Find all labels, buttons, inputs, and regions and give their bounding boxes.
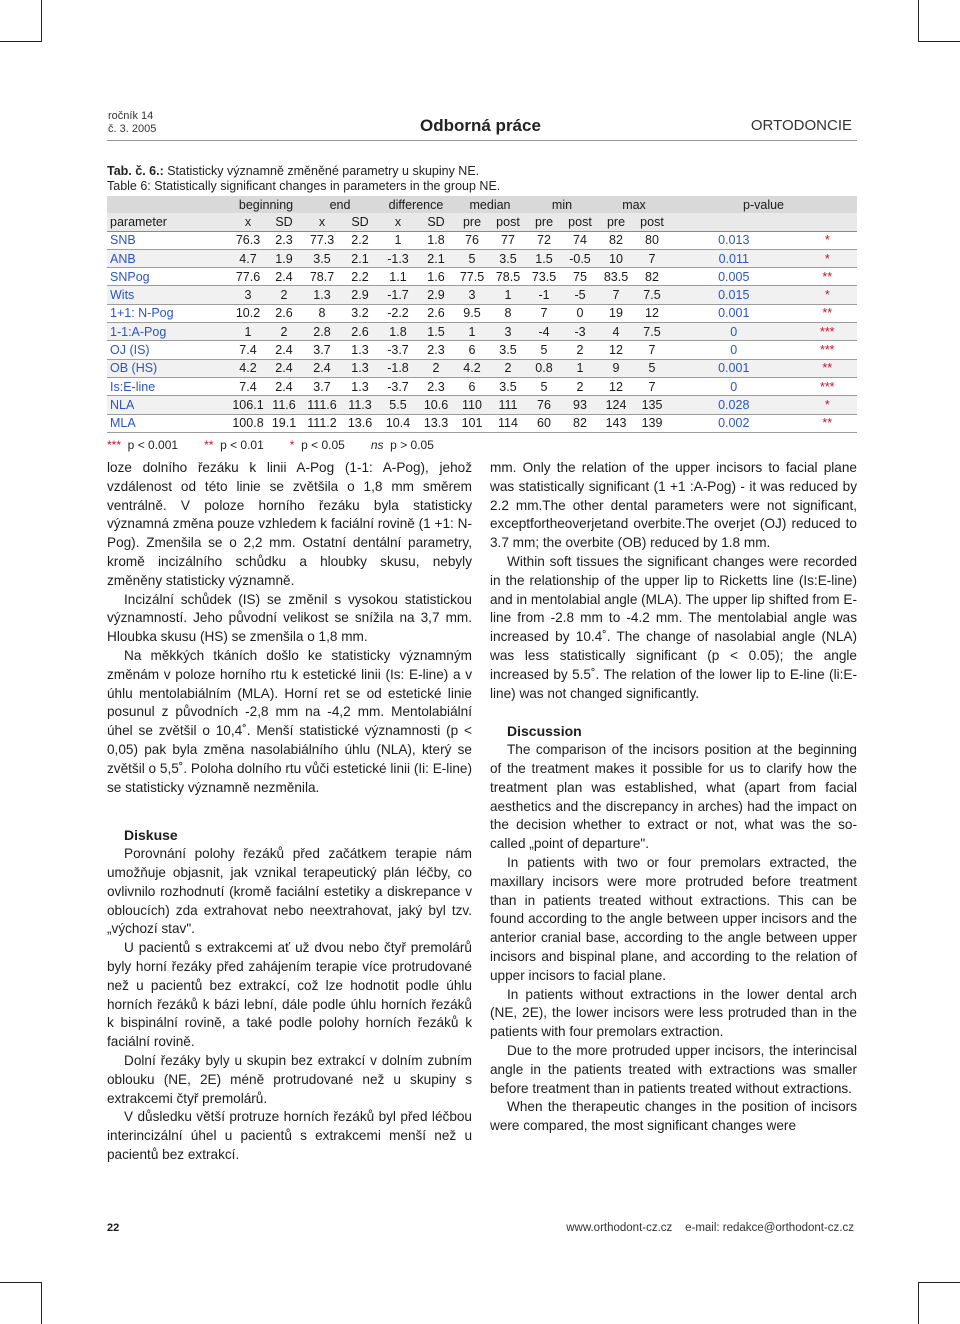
table-cell: 0.8 — [526, 359, 562, 377]
table-cell: 106.1 — [230, 396, 266, 414]
significance-cell: * — [798, 286, 858, 304]
table-cell: 78.5 — [490, 268, 526, 286]
significance-cell: *** — [798, 377, 858, 395]
table-cell: 7.5 — [634, 286, 670, 304]
table-row — [107, 377, 857, 395]
table-cell: 7 — [526, 304, 562, 322]
table-cell: 77.5 — [454, 268, 490, 286]
p-value-cell: 0.015 — [670, 286, 798, 304]
parameter-name: MLA — [107, 414, 230, 432]
legend-row — [107, 432, 857, 453]
table-cell: 77.6 — [230, 268, 266, 286]
table-cell: 110 — [454, 396, 490, 414]
group-header: end — [302, 196, 378, 213]
table-cell: 2.6 — [266, 304, 302, 322]
p-value-cell: 0.028 — [670, 396, 798, 414]
table-cell: 6 — [454, 341, 490, 359]
table-cell: 2.9 — [342, 286, 378, 304]
table-cell: 5 — [526, 377, 562, 395]
table-cell: 3.7 — [302, 377, 342, 395]
significance-cell: ** — [798, 268, 858, 286]
parameter-name: 1-1:A-Pog — [107, 323, 230, 341]
table-cell: 75 — [562, 268, 598, 286]
group-header-row — [107, 196, 857, 213]
table-cell: 2.6 — [418, 304, 454, 322]
table-cell: 2.2 — [342, 231, 378, 249]
table-cell: 124 — [598, 396, 634, 414]
column-header: pre — [454, 213, 490, 231]
table-cell: 1.8 — [378, 323, 418, 341]
table-cell: 7 — [598, 286, 634, 304]
table-cell: 7 — [634, 377, 670, 395]
table-cell: 11.3 — [342, 396, 378, 414]
table-cell: 73.5 — [526, 268, 562, 286]
significance-cell: ** — [798, 359, 858, 377]
table-cell: 76 — [454, 231, 490, 249]
table-row — [107, 396, 857, 414]
table-cell: 3.5 — [490, 249, 526, 267]
table-cell: -1.3 — [378, 249, 418, 267]
table-cell: 7.5 — [634, 323, 670, 341]
table-cell: 13.3 — [418, 414, 454, 432]
table-cell: 1 — [230, 323, 266, 341]
significance-cell: *** — [798, 323, 858, 341]
column-header-blank — [798, 213, 858, 231]
table-cell: -3.7 — [378, 341, 418, 359]
footer-contact — [566, 1222, 854, 1234]
table-cell: 2 — [490, 359, 526, 377]
parameter-name: OB (HS) — [107, 359, 230, 377]
table-cell: 9.5 — [454, 304, 490, 322]
table-cell: 2.4 — [266, 341, 302, 359]
significance-cell: * — [798, 231, 858, 249]
p-value-cell: 0.005 — [670, 268, 798, 286]
table-cell: -3 — [562, 323, 598, 341]
column-header: post — [562, 213, 598, 231]
parameter-name: Wits — [107, 286, 230, 304]
table-row — [107, 268, 857, 286]
table-cell: 1.3 — [342, 359, 378, 377]
table-cell: 111.2 — [302, 414, 342, 432]
table-cell: 1 — [562, 359, 598, 377]
legend-text: p > 0.05 — [383, 437, 434, 452]
table-row — [107, 304, 857, 322]
table-cell: 3.5 — [490, 341, 526, 359]
table-cell: 1 — [454, 323, 490, 341]
table-cell: 2.6 — [342, 323, 378, 341]
table-cell: 1.6 — [418, 268, 454, 286]
issue-label: č. 3. 2005 — [108, 123, 157, 135]
table-cell: 76 — [526, 396, 562, 414]
table-row — [107, 323, 857, 341]
table-cell: 4 — [598, 323, 634, 341]
table-cell: 77.3 — [302, 231, 342, 249]
column-header: SD — [266, 213, 302, 231]
table-cell: 1 — [490, 286, 526, 304]
table-cell: 77 — [490, 231, 526, 249]
paragraph: mm. Only the relation of the upper incisors to facial plane was statistically significant (1 +1 :A-Pog) - it was reduced by 2.2 mm.The other dental parameters were not significant, exceptfortheoverjetand overbite.The overjet (OJ) reduced to 3.7 mm; the overbite (OB) reduced by 1.8 mm. — [490, 460, 857, 551]
table-cell: 5 — [634, 359, 670, 377]
table-cell: 7.4 — [230, 341, 266, 359]
table-cell: 2.4 — [266, 359, 302, 377]
p-value-cell: 0.001 — [670, 359, 798, 377]
legend-symbol: * — [289, 437, 295, 452]
significance-cell: * — [798, 396, 858, 414]
table-cell: -5 — [562, 286, 598, 304]
table-cell: 1.3 — [302, 286, 342, 304]
p-value-cell: 0.011 — [670, 249, 798, 267]
parameter-name: NLA — [107, 396, 230, 414]
table-cell: 76.3 — [230, 231, 266, 249]
header-divider — [107, 140, 857, 141]
table-cell: -3.7 — [378, 377, 418, 395]
table-cell: 2.9 — [418, 286, 454, 304]
right-column — [490, 459, 857, 1136]
table-caption-en: Table 6: Statistically significant changes in parameters in the group NE. — [107, 179, 501, 193]
legend-symbol: ns — [370, 437, 384, 452]
table-cell: 5.5 — [378, 396, 418, 414]
crop-mark — [41, 1282, 42, 1324]
table-cell: 3 — [454, 286, 490, 304]
table-cell: -1 — [526, 286, 562, 304]
legend-text: p < 0.001 — [121, 437, 179, 452]
table-cell: 9 — [598, 359, 634, 377]
paragraph: In patients without extractions in the lower dental arch (NE, 2E), the lower incisors were less protruded than in the patients with four premolars extraction. — [490, 986, 857, 1040]
section-title: Odborná práce — [420, 116, 541, 135]
table-row — [107, 249, 857, 267]
website-link[interactable]: www.orthodont-cz.cz — [566, 1222, 673, 1234]
p-value-cell: 0.013 — [670, 231, 798, 249]
legend-symbol: *** — [107, 437, 122, 452]
paragraph: Incizální schůdek (IS) se změnil s vysokou statistickou významností. Jeho původní velikost se snížila na 3,7 mm. Hloubka skusu (HS) se zmenšila o 1,8 mm. — [107, 591, 472, 645]
table-cell: 100.8 — [230, 414, 266, 432]
table-cell: -0.5 — [562, 249, 598, 267]
table-cell: 3.5 — [302, 249, 342, 267]
sub-header-row — [107, 213, 857, 231]
crop-mark — [918, 0, 919, 42]
table-cell: 82 — [562, 414, 598, 432]
paragraph: Due to the more protruded upper incisors, the interincisal angle in the patients treated with extractions was smaller before treatment than in patients treated without extractions. — [490, 1042, 857, 1096]
issue-info — [108, 110, 156, 136]
significance-cell: *** — [798, 341, 858, 359]
table-cell: 4.7 — [230, 249, 266, 267]
table-cell: 10 — [598, 249, 634, 267]
statistics-table — [107, 196, 857, 453]
parameter-name: 1+1: N-Pog — [107, 304, 230, 322]
table-cell: 101 — [454, 414, 490, 432]
table-cell: -4 — [526, 323, 562, 341]
table-cell: 13.6 — [342, 414, 378, 432]
table-row — [107, 341, 857, 359]
table-cell: 12 — [634, 304, 670, 322]
p-value-cell: 0 — [670, 341, 798, 359]
crop-mark — [41, 0, 42, 42]
group-header: median — [454, 196, 526, 213]
paragraph: The comparison of the incisors position at the beginning of the treatment makes it possible for us to clarify how the treatment plan was established, what (apart from facial aesthetics and the discrepancy in arches) had the impact on the decision whether to extract or not, what was the so-called „point of departure". — [490, 742, 857, 852]
table-cell: 2 — [418, 359, 454, 377]
group-header: difference — [378, 196, 454, 213]
table-cell: 5 — [526, 341, 562, 359]
paragraph: Porovnání polohy řezáků před začátkem terapie nám umožňuje objasnit, jak vznikal terapeutický plán léčby, co ovlivnilo rozhodnutí (kromě faciální estetiky a diskrepance v obloucích) zda extrahovat nebo neextrahovat, jaký byl tzv. „výchozí stav". — [107, 846, 472, 937]
table-cell: 12 — [598, 377, 634, 395]
volume-label: ročník 14 — [108, 110, 154, 122]
table-caption-cz — [107, 164, 479, 178]
table-cell: 2 — [266, 286, 302, 304]
table-cell: 3.5 — [490, 377, 526, 395]
column-header: x — [378, 213, 418, 231]
table-cell: 3 — [230, 286, 266, 304]
legend-text: p < 0.05 — [294, 437, 345, 452]
p-value-cell: 0 — [670, 323, 798, 341]
table-cell: 60 — [526, 414, 562, 432]
parameter-name: ANB — [107, 249, 230, 267]
table-cell: 3 — [490, 323, 526, 341]
parameter-name: SNPog — [107, 268, 230, 286]
table-cell: 2 — [266, 323, 302, 341]
left-column — [107, 459, 472, 1165]
table-cell: 2.8 — [302, 323, 342, 341]
table-cell: 19.1 — [266, 414, 302, 432]
table-cell: 1.5 — [526, 249, 562, 267]
email-link[interactable]: e-mail: redakce@orthodont-cz.cz — [685, 1222, 854, 1234]
table-cell: 143 — [598, 414, 634, 432]
journal-name: ORTODONCIE — [750, 117, 852, 134]
crop-mark — [0, 41, 42, 42]
p-value-cell: 0.002 — [670, 414, 798, 432]
table-cell: 2.3 — [418, 377, 454, 395]
significance-legend — [107, 432, 857, 453]
paragraph: Dolní řezáky byly u skupin bez extrakcí v dolním zubním oblouku (NE, 2E) méně protrudované než u skupiny s extrakcemi čtyř premolárů. — [107, 1052, 472, 1106]
parameter-name: OJ (IS) — [107, 341, 230, 359]
table-cell: 2.2 — [342, 268, 378, 286]
section-heading: Discussion — [507, 723, 582, 740]
table-cell: 1.1 — [378, 268, 418, 286]
column-header: post — [490, 213, 526, 231]
caption-label: Tab. č. 6.: — [107, 164, 164, 178]
paragraph: Na měkkých tkáních došlo ke statisticky významným změnám v poloze horního rtu k estetické linii (Is: E-line) a v úhlu mentolabiálním (MLA). Horní ret se od estetické linie posunul z původních -2,8 mm na -4,2 mm. Mentolabiální úhel se zvětšil o 10,4˚. Menší statistické významnosti (p < 0,05) pak byla změna nasolabiálního úhlu (NLA), který se zvětšil o 5,5˚. Poloha dolního rtu vůči estetické linii (Ii: E-line) se statisticky významně nezměnila. — [107, 647, 472, 795]
table-cell: 7 — [634, 341, 670, 359]
table-cell: 12 — [598, 341, 634, 359]
table-cell: 4.2 — [230, 359, 266, 377]
table-cell: 10.4 — [378, 414, 418, 432]
table-cell: 1.5 — [418, 323, 454, 341]
table-row — [107, 359, 857, 377]
significance-cell: ** — [798, 414, 858, 432]
table-cell: 10.2 — [230, 304, 266, 322]
column-header: parameter — [107, 213, 230, 231]
table-cell: 8 — [490, 304, 526, 322]
significance-cell: * — [798, 249, 858, 267]
table-cell: -2.2 — [378, 304, 418, 322]
crop-mark — [918, 1282, 960, 1283]
table-cell: 2.3 — [418, 341, 454, 359]
caption-text: Statisticky významně změněné parametry u skupiny NE. — [163, 164, 480, 178]
table-row — [107, 231, 857, 249]
table-cell: 3.7 — [302, 341, 342, 359]
table-cell: 8 — [302, 304, 342, 322]
group-header: p-value — [670, 196, 857, 213]
parameter-name: SNB — [107, 231, 230, 249]
table-cell: 1.3 — [342, 377, 378, 395]
paragraph: loze dolního řezáku k linii A-Pog (1-1: A-Pog), jehož vzdálenost od této linie se zvětšila o 1,8 mm směrem ventrálně. V poloze horního řezáku byla statisticky významná změna pouze vzhledem k faciální rovině (1 +1: N-Pog). Zmenšila se o 2,2 mm. Ostatní dentální parametry, kromě incizálního schůdku a hloubky skusu, nebyly změněny statisticky významně. — [107, 460, 472, 588]
table-cell: 2.3 — [266, 231, 302, 249]
section-heading: Diskuse — [124, 827, 178, 844]
p-value-cell: 0.001 — [670, 304, 798, 322]
table-cell: 6 — [454, 377, 490, 395]
table-cell: 114 — [490, 414, 526, 432]
table-row — [107, 286, 857, 304]
group-header: max — [598, 196, 670, 213]
table-cell: 111.6 — [302, 396, 342, 414]
table-cell: 80 — [634, 231, 670, 249]
table-cell: 93 — [562, 396, 598, 414]
table-cell: 83.5 — [598, 268, 634, 286]
table-cell: 2 — [562, 377, 598, 395]
table-cell: 78.7 — [302, 268, 342, 286]
parameter-name: Is:E-line — [107, 377, 230, 395]
table-cell: 1.8 — [418, 231, 454, 249]
table-cell: 2.1 — [418, 249, 454, 267]
column-header: x — [302, 213, 342, 231]
table-cell: 2 — [562, 341, 598, 359]
table-cell: 82 — [634, 268, 670, 286]
table-cell: 1.9 — [266, 249, 302, 267]
table-cell: 1.3 — [342, 341, 378, 359]
column-header: pre — [598, 213, 634, 231]
table-cell: 72 — [526, 231, 562, 249]
table-cell: 1 — [378, 231, 418, 249]
paragraph: U pacientů s extrakcemi ať už dvou nebo čtyř premolárů byly horní řezáky před zahájením terapie více protrudované než u pacientů bez extrakcí, což lze hodnotit podle úhlu horních řezáků k bázi lební, dále podle úhlu horních řezáků k bispinální rovině, a také podle polohy horních řezáků k faciální rovině. — [107, 940, 472, 1050]
column-header: x — [230, 213, 266, 231]
table-cell: 2.4 — [266, 377, 302, 395]
column-header: pre — [526, 213, 562, 231]
significance-cell: ** — [798, 304, 858, 322]
table-cell: 2.1 — [342, 249, 378, 267]
table-cell: 74 — [562, 231, 598, 249]
table-cell: 7.4 — [230, 377, 266, 395]
legend-text: p < 0.01 — [213, 437, 264, 452]
table-cell: 19 — [598, 304, 634, 322]
table-cell: 111 — [490, 396, 526, 414]
paragraph: In patients with two or four premolars extracted, the maxillary incisors were more protruded before treatment than in patients treated without extractions. This can be found according to the angle between upper incisors and the anterior cranial base, according to the angle between upper incisors and bispinal plane, and according to the relation of upper incisors to facial plane. — [490, 854, 857, 983]
table-cell: 4.2 — [454, 359, 490, 377]
table-cell: -1.7 — [378, 286, 418, 304]
table-cell: 2.4 — [302, 359, 342, 377]
crop-mark — [918, 1282, 919, 1324]
paragraph: Within soft tissues the significant changes were recorded in the relationship of the upper lip to Ricketts line (Is:E-line) and in mentolabial angle (MLA). The upper lip shifted from E-line from -2.8 mm to -4.2 mm. The mentolabial angle was increased by 10.4˚. The change of nasolabial angle (NLA) was less statistically significant (p < 0.05); the angle increased by 5.5˚. The relation of the lower lip to E-line (li:E-line) was not changed significantly. — [490, 553, 857, 701]
table-row — [107, 414, 857, 432]
paragraph: When the therapeutic changes in the position of incisors were compared, the most significant changes were — [490, 1099, 857, 1134]
table-cell: 139 — [634, 414, 670, 432]
table-cell: 82 — [598, 231, 634, 249]
column-header: post — [634, 213, 670, 231]
p-value-cell: 0 — [670, 377, 798, 395]
group-header: min — [526, 196, 598, 213]
table-cell: 3.2 — [342, 304, 378, 322]
table-cell: 7 — [634, 249, 670, 267]
column-header: SD — [342, 213, 378, 231]
table-cell: 135 — [634, 396, 670, 414]
table-cell: 0 — [562, 304, 598, 322]
table-cell: -1.8 — [378, 359, 418, 377]
page-number: 22 — [107, 1222, 120, 1234]
paragraph: V důsledku větší protruze horních řezáků byl před léčbou interincizální úhel u pacientů s extrakcemi menší než u pacientů bez extrakcí. — [107, 1109, 472, 1162]
column-header: SD — [418, 213, 454, 231]
crop-mark — [0, 1282, 42, 1283]
group-header: beginning — [230, 196, 302, 213]
table-cell: 11.6 — [266, 396, 302, 414]
table-cell: 2.4 — [266, 268, 302, 286]
table-cell: 10.6 — [418, 396, 454, 414]
table-cell: 5 — [454, 249, 490, 267]
legend-symbol: ** — [204, 437, 214, 452]
group-header-blank — [107, 196, 230, 213]
column-header-blank — [670, 213, 798, 231]
crop-mark — [918, 41, 960, 42]
